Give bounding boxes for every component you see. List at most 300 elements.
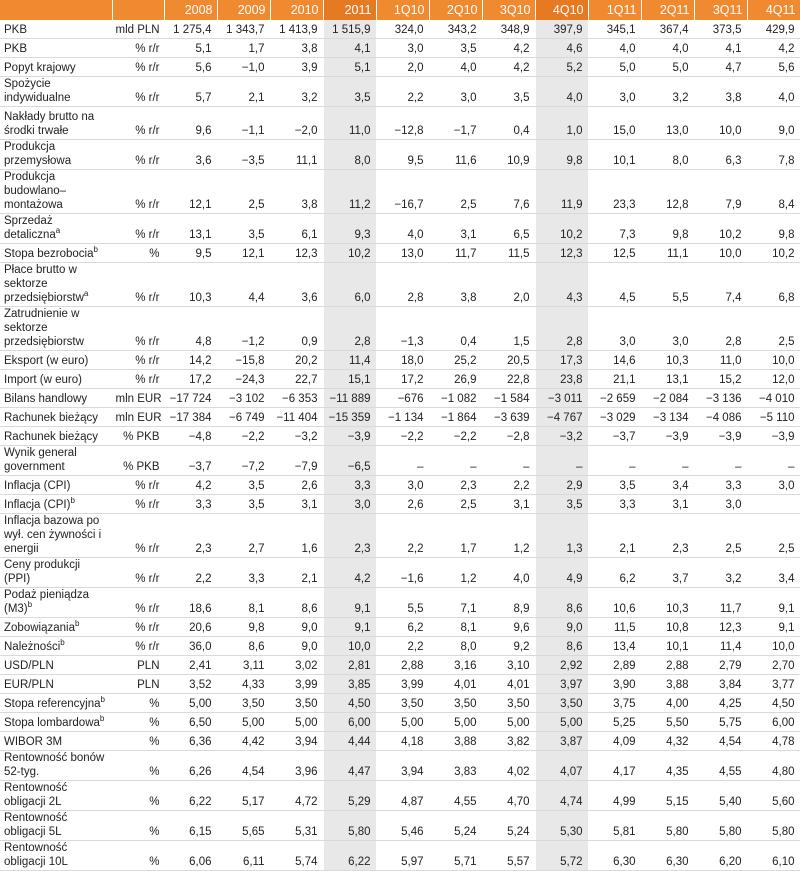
row-label-text: Bilans handlowy [4, 393, 88, 405]
table-cell: 1,6 [270, 514, 323, 558]
row-unit: % [112, 732, 164, 751]
table-cell: 2,88 [376, 656, 429, 675]
table-cell: −1 134 [376, 408, 429, 427]
column-header: 2008 [164, 0, 217, 20]
table-cell: – [535, 446, 588, 476]
table-cell: 5,50 [641, 713, 694, 732]
table-cell: 10,9 [482, 140, 535, 170]
table-cell: 4,42 [217, 732, 270, 751]
table-cell: 22,7 [270, 370, 323, 389]
row-unit: % r/r [112, 588, 164, 618]
row-unit: % [112, 751, 164, 781]
table-cell: 3,5 [588, 476, 641, 495]
table-cell: 0,4 [429, 307, 482, 351]
table-cell: 9,6 [164, 107, 217, 140]
table-cell: 4,2 [323, 558, 376, 588]
table-cell: 15,2 [694, 370, 747, 389]
table-cell: 3,8 [429, 263, 482, 307]
table-cell: 10,2 [747, 244, 800, 263]
table-row [0, 751, 800, 781]
table-cell: 4,55 [429, 781, 482, 811]
table-cell: 3,90 [588, 675, 641, 694]
table-cell: 11,9 [535, 170, 588, 214]
table-cell: 4,0 [588, 39, 641, 58]
table-cell: 4,25 [694, 694, 747, 713]
table-cell: −4 086 [694, 408, 747, 427]
table-cell: 3,3 [217, 558, 270, 588]
table-cell: 3,8 [270, 39, 323, 58]
table-cell: 1,0 [535, 107, 588, 140]
table-cell: −2 659 [588, 389, 641, 408]
table-cell: 4,2 [747, 39, 800, 58]
table-cell: 5,80 [323, 811, 376, 841]
table-row [0, 58, 800, 77]
table-cell: 2,3 [323, 514, 376, 558]
table-cell: 13,0 [376, 244, 429, 263]
table-cell: −2,2 [217, 427, 270, 446]
table-cell: −16,7 [376, 170, 429, 214]
table-cell: 5,0 [588, 58, 641, 77]
table-cell: 5,30 [535, 811, 588, 841]
table-cell: 2,8 [376, 263, 429, 307]
table-cell: −1,2 [217, 307, 270, 351]
table-cell: 2,5 [429, 170, 482, 214]
table-row [0, 588, 800, 618]
row-label [0, 514, 112, 558]
row-label-text: Produkcja przemysłowa [4, 141, 72, 167]
table-row [0, 446, 800, 476]
table-cell: 3,0 [376, 39, 429, 58]
table-cell: 4,3 [535, 263, 588, 307]
table-cell: 5,60 [747, 781, 800, 811]
table-cell: 8,6 [535, 637, 588, 656]
table-cell: 3,9 [270, 58, 323, 77]
table-cell: 3,87 [535, 732, 588, 751]
table-cell: 12,0 [747, 370, 800, 389]
table-cell: 5,1 [164, 39, 217, 58]
row-unit: % [112, 713, 164, 732]
table-row [0, 307, 800, 351]
table-row [0, 558, 800, 588]
table-row [0, 637, 800, 656]
table-cell: 5,00 [217, 713, 270, 732]
row-label [0, 107, 112, 140]
table-cell: 3,6 [270, 263, 323, 307]
table-cell: 5,65 [217, 811, 270, 841]
table-cell: 2,6 [376, 495, 429, 514]
table-cell: 4,54 [217, 751, 270, 781]
row-label [0, 140, 112, 170]
table-cell: 6,30 [588, 841, 641, 871]
table-cell: 2,1 [588, 514, 641, 558]
table-cell: 5,80 [641, 811, 694, 841]
footnote-marker: b [99, 714, 105, 724]
table-cell: 4,17 [588, 751, 641, 781]
table-cell: 4,0 [429, 58, 482, 77]
table-cell: 20,5 [482, 351, 535, 370]
row-unit: % r/r [112, 77, 164, 107]
table-cell: 1,7 [217, 39, 270, 58]
table-cell: 10,0 [694, 107, 747, 140]
row-label [0, 351, 112, 370]
table-cell: −7,9 [270, 446, 323, 476]
table-cell: 6,22 [164, 781, 217, 811]
table-cell: 6,0 [323, 263, 376, 307]
table-cell: – [376, 446, 429, 476]
table-cell: 11,4 [694, 637, 747, 656]
table-cell: −3,9 [323, 427, 376, 446]
table-cell: 5,25 [588, 713, 641, 732]
table-cell: 1 413,9 [270, 20, 323, 39]
table-cell: 3,50 [217, 694, 270, 713]
table-cell: 14,2 [164, 351, 217, 370]
table-cell: 3,77 [747, 675, 800, 694]
table-cell: 8,0 [641, 140, 694, 170]
table-cell: −15,8 [217, 351, 270, 370]
table-cell: 3,11 [217, 656, 270, 675]
table-cell: 5,80 [694, 811, 747, 841]
table-cell: 9,0 [747, 107, 800, 140]
table-cell: 8,9 [482, 588, 535, 618]
table-cell: 4,02 [482, 751, 535, 781]
table-cell: 11,7 [694, 588, 747, 618]
row-label-text: Import (w euro) [4, 374, 82, 386]
table-cell: 4,09 [588, 732, 641, 751]
table-row [0, 713, 800, 732]
row-label [0, 20, 112, 39]
column-header: 2Q10 [429, 0, 482, 20]
row-label-text: Płace brutto w sektorze przedsiębiorstw [4, 264, 84, 304]
table-cell: 5,72 [535, 841, 588, 871]
table-cell: 15,1 [323, 370, 376, 389]
table-cell: 5,2 [535, 58, 588, 77]
row-label [0, 389, 112, 408]
table-cell: 3,99 [270, 675, 323, 694]
table-row [0, 107, 800, 140]
table-cell: 25,2 [429, 351, 482, 370]
table-cell: 6,26 [164, 751, 217, 781]
table-cell: 4,1 [323, 39, 376, 58]
table-cell: −24,3 [217, 370, 270, 389]
row-unit: % r/r [112, 263, 164, 307]
table-cell: −6 749 [217, 408, 270, 427]
row-label-text: Stopa referencyjna [4, 698, 101, 710]
table-cell: 9,6 [482, 618, 535, 637]
table-cell: 3,50 [429, 694, 482, 713]
table-cell: 3,94 [270, 732, 323, 751]
row-label-text: Rentowność obligacji 2L [4, 782, 68, 808]
table-cell: 3,0 [588, 77, 641, 107]
table-cell: 429,9 [747, 20, 800, 39]
table-cell: 6,20 [694, 841, 747, 871]
table-cell: 12,3 [535, 244, 588, 263]
table-cell: 4,2 [164, 476, 217, 495]
row-label [0, 307, 112, 351]
column-header: 4Q10 [535, 0, 588, 20]
table-cell: 23,3 [588, 170, 641, 214]
table-cell: 2,41 [164, 656, 217, 675]
column-header: 2011 [323, 0, 376, 20]
row-label-text: Należności [4, 641, 61, 653]
table-cell: 3,0 [588, 307, 641, 351]
table-cell: 2,2 [482, 476, 535, 495]
column-header [112, 0, 164, 20]
row-label [0, 446, 112, 476]
row-label-text: Nakłady brutto na środki trwałe [4, 111, 95, 137]
row-label-text: Rachunek bieżący [4, 412, 98, 424]
table-cell: 6,00 [323, 713, 376, 732]
table-cell: 2,79 [694, 656, 747, 675]
table-cell: 2,8 [323, 307, 376, 351]
table-cell: 12,8 [641, 170, 694, 214]
table-cell: −3,9 [747, 427, 800, 446]
table-cell: −3 011 [535, 389, 588, 408]
table-cell: 1,3 [535, 514, 588, 558]
table-cell: 8,1 [429, 618, 482, 637]
table-cell: 3,75 [588, 694, 641, 713]
table-cell: 5,24 [429, 811, 482, 841]
table-cell: – [482, 446, 535, 476]
table-cell: 7,8 [747, 140, 800, 170]
table-cell: 8,6 [535, 588, 588, 618]
table-cell: 12,5 [588, 244, 641, 263]
table-cell: 8,4 [747, 170, 800, 214]
table-cell: 22,8 [482, 370, 535, 389]
table-cell: 2,8 [535, 307, 588, 351]
table-cell: 4,50 [747, 694, 800, 713]
table-cell: 4,74 [535, 781, 588, 811]
table-cell: 3,0 [429, 77, 482, 107]
table-cell: – [429, 446, 482, 476]
table-cell: −2 084 [641, 389, 694, 408]
row-label [0, 732, 112, 751]
table-cell: 4,07 [535, 751, 588, 781]
table-cell: 3,88 [641, 675, 694, 694]
table-cell: 17,3 [535, 351, 588, 370]
row-label [0, 694, 112, 713]
table-cell: 2,3 [164, 514, 217, 558]
table-cell: 11,1 [641, 244, 694, 263]
table-cell: 17,2 [164, 370, 217, 389]
table-cell: 3,8 [270, 170, 323, 214]
row-unit: % r/r [112, 637, 164, 656]
table-cell: 9,3 [323, 214, 376, 244]
table-cell: −1 082 [429, 389, 482, 408]
table-cell: 3,96 [270, 751, 323, 781]
table-cell: 3,5 [429, 39, 482, 58]
table-cell: −3,5 [217, 140, 270, 170]
column-header: 2009 [217, 0, 270, 20]
table-cell: 4,4 [217, 263, 270, 307]
table-cell: 2,2 [164, 558, 217, 588]
table-cell: 10,2 [694, 214, 747, 244]
table-cell: 20,2 [270, 351, 323, 370]
row-label-text: Podaż pieniądza (M3) [4, 589, 90, 615]
row-label-text: Zatrudnienie w sektorze przedsiębiorstw [4, 308, 84, 348]
table-cell: 3,5 [482, 77, 535, 107]
table-cell: 2,89 [588, 656, 641, 675]
table-cell: 2,5 [429, 495, 482, 514]
table-cell: 10,3 [164, 263, 217, 307]
table-cell: – [747, 446, 800, 476]
table-cell: 6,11 [217, 841, 270, 871]
column-header: 1Q10 [376, 0, 429, 20]
table-cell: 2,6 [270, 476, 323, 495]
table-cell: 3,4 [747, 558, 800, 588]
table-cell: 2,0 [376, 58, 429, 77]
row-unit: % r/r [112, 307, 164, 351]
table-cell: 9,0 [270, 618, 323, 637]
row-unit: % r/r [112, 39, 164, 58]
table-cell: −12,8 [376, 107, 429, 140]
table-cell: 6,30 [641, 841, 694, 871]
row-label [0, 427, 112, 446]
table-cell: 1,7 [429, 514, 482, 558]
table-cell: 3,2 [694, 558, 747, 588]
table-row [0, 732, 800, 751]
table-cell: 4,00 [641, 694, 694, 713]
table-cell: 5,00 [270, 713, 323, 732]
table-cell: 11,0 [323, 107, 376, 140]
table-cell: −3,7 [164, 446, 217, 476]
table-cell: 5,00 [164, 694, 217, 713]
table-cell: −3,2 [535, 427, 588, 446]
table-cell: 4,72 [270, 781, 323, 811]
table-cell: 13,4 [588, 637, 641, 656]
table-cell: 3,0 [323, 495, 376, 514]
table-cell: 5,7 [164, 77, 217, 107]
table-cell: 2,88 [641, 656, 694, 675]
table-cell: −5 110 [747, 408, 800, 427]
table-cell: −3 134 [641, 408, 694, 427]
table-cell: 4,0 [376, 214, 429, 244]
table-cell: 9,8 [747, 214, 800, 244]
row-label [0, 618, 112, 637]
table-cell: −7,2 [217, 446, 270, 476]
table-cell: 4,44 [323, 732, 376, 751]
row-unit: % [112, 694, 164, 713]
table-cell: 10,3 [641, 588, 694, 618]
table-cell: 20,6 [164, 618, 217, 637]
table-cell: 1 343,7 [217, 20, 270, 39]
table-row [0, 214, 800, 244]
table-cell: 9,1 [323, 618, 376, 637]
table-cell: 3,83 [429, 751, 482, 781]
table-cell: −2,8 [482, 427, 535, 446]
table-cell: 348,9 [482, 20, 535, 39]
table-cell: 1,2 [482, 514, 535, 558]
table-cell: 10,0 [323, 637, 376, 656]
table-cell: 9,1 [747, 588, 800, 618]
row-label [0, 713, 112, 732]
table-cell: 10,2 [323, 244, 376, 263]
table-cell: 3,3 [694, 476, 747, 495]
table-cell: −4,8 [164, 427, 217, 446]
table-cell: 345,1 [588, 20, 641, 39]
table-cell: 4,99 [588, 781, 641, 811]
table-cell: 2,1 [270, 558, 323, 588]
table-cell: 2,3 [429, 476, 482, 495]
table-cell: 3,88 [429, 732, 482, 751]
table-cell: −2,2 [376, 427, 429, 446]
table-cell: 4,70 [482, 781, 535, 811]
row-label-text: Inflacja (CPI) [4, 480, 71, 492]
table-cell: 3,5 [217, 476, 270, 495]
table-cell: 4,2 [482, 58, 535, 77]
table-row [0, 694, 800, 713]
column-header: 1Q11 [588, 0, 641, 20]
table-cell: 2,5 [217, 170, 270, 214]
table-cell: 18,0 [376, 351, 429, 370]
table-cell: 4,9 [535, 558, 588, 588]
table-cell: 11,5 [482, 244, 535, 263]
row-label-text: WIBOR 3M [4, 736, 63, 748]
table-cell: 4,0 [747, 77, 800, 107]
table-cell: 343,2 [429, 20, 482, 39]
table-cell: 4,32 [641, 732, 694, 751]
table-cell: 8,0 [323, 140, 376, 170]
table-cell: −4 767 [535, 408, 588, 427]
table-cell: 12,1 [217, 244, 270, 263]
table-cell: −1 584 [482, 389, 535, 408]
row-unit: % r/r [112, 514, 164, 558]
row-label-text: Inflacja bazowa po wył. cen żywności i energii [4, 515, 102, 555]
table-cell: 3,3 [323, 476, 376, 495]
table-cell: 6,8 [747, 263, 800, 307]
table-cell: 8,0 [429, 637, 482, 656]
table-cell: −3,9 [694, 427, 747, 446]
table-cell: 2,2 [376, 77, 429, 107]
row-unit: mln EUR [112, 389, 164, 408]
table-cell: 3,0 [376, 476, 429, 495]
table-cell: 21,1 [588, 370, 641, 389]
table-cell: 2,3 [641, 514, 694, 558]
table-cell: 5,75 [694, 713, 747, 732]
table-row [0, 263, 800, 307]
table-cell: −17 724 [164, 389, 217, 408]
table-cell: 3,8 [694, 77, 747, 107]
table-cell: 4,0 [535, 77, 588, 107]
table-cell: 2,5 [694, 514, 747, 558]
row-unit: PLN [112, 656, 164, 675]
table-cell: 1,5 [482, 307, 535, 351]
row-label [0, 495, 112, 514]
table-cell: 11,5 [588, 618, 641, 637]
row-label [0, 408, 112, 427]
table-cell: 4,6 [535, 39, 588, 58]
footnote-marker: b [74, 619, 80, 629]
table-cell: 10,8 [641, 618, 694, 637]
table-cell: −2,2 [429, 427, 482, 446]
row-label [0, 675, 112, 694]
table-cell: −1,0 [217, 58, 270, 77]
row-label-text: Produkcja budowlano–montażowa [4, 171, 67, 211]
table-cell: −15 359 [323, 408, 376, 427]
table-cell: 3,52 [164, 675, 217, 694]
table-cell: 9,5 [164, 244, 217, 263]
table-cell: 10,0 [747, 351, 800, 370]
row-label-text: Rachunek bieżący [4, 431, 98, 443]
table-cell: 3,50 [535, 694, 588, 713]
table-row [0, 408, 800, 427]
table-cell: 3,7 [641, 558, 694, 588]
table-cell: 3,1 [429, 214, 482, 244]
table-cell: 6,06 [164, 841, 217, 871]
table-cell: −6,5 [323, 446, 376, 476]
table-cell: −1,3 [376, 307, 429, 351]
table-cell: 4,87 [376, 781, 429, 811]
table-row [0, 39, 800, 58]
